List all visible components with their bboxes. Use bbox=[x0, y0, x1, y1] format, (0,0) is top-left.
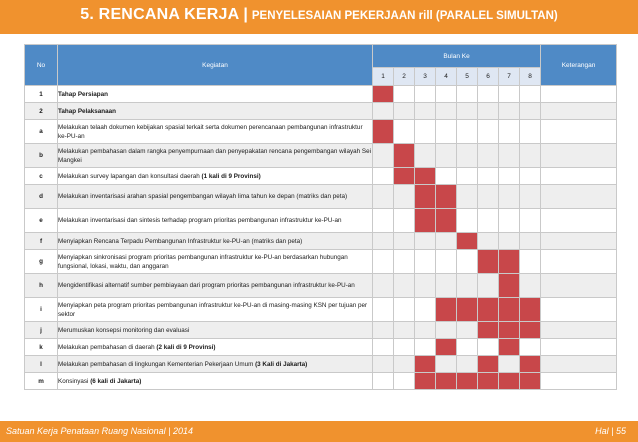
activity-cell bbox=[58, 209, 373, 233]
activity-cell bbox=[58, 233, 373, 250]
schedule-cell-active bbox=[436, 209, 457, 233]
schedule-cell bbox=[478, 209, 499, 233]
month-header: 2 bbox=[394, 68, 415, 86]
schedule-cell bbox=[499, 168, 520, 185]
table-row bbox=[25, 168, 617, 185]
schedule-cell bbox=[478, 274, 499, 298]
activity-cell bbox=[58, 120, 373, 144]
schedule-cell bbox=[478, 120, 499, 144]
table-row bbox=[25, 185, 617, 209]
schedule-cell-active bbox=[457, 233, 478, 250]
table-body bbox=[25, 86, 617, 390]
table-row bbox=[25, 373, 617, 390]
schedule-cell bbox=[499, 103, 520, 120]
schedule-cell-active bbox=[436, 298, 457, 322]
schedule-cell-active bbox=[436, 339, 457, 356]
activity-text: Menyiapkan peta program prioritas pembangunan infrastruktur ke-PU-an di masing-masing KSN per tujuan per sektor bbox=[58, 301, 368, 318]
keterangan-cell bbox=[541, 103, 617, 120]
keterangan-cell bbox=[541, 274, 617, 298]
schedule-cell bbox=[520, 209, 541, 233]
activity-text: Melakukan pembahasan di lingkungan Kementerian Pekerjaan Umum bbox=[58, 360, 256, 368]
schedule-cell bbox=[415, 144, 436, 168]
header-bulan: Bulan Ke bbox=[373, 45, 541, 68]
activity-cell bbox=[58, 144, 373, 168]
row-number: i bbox=[25, 298, 58, 322]
month-header: 7 bbox=[499, 68, 520, 86]
schedule-cell bbox=[373, 274, 394, 298]
schedule-cell bbox=[373, 168, 394, 185]
schedule-cell-active bbox=[499, 250, 520, 274]
schedule-cell bbox=[436, 274, 457, 298]
keterangan-cell bbox=[541, 373, 617, 390]
schedule-cell-active bbox=[520, 356, 541, 373]
row-number: 2 bbox=[25, 103, 58, 120]
row-number: f bbox=[25, 233, 58, 250]
table-row bbox=[25, 103, 617, 120]
schedule-cell bbox=[394, 86, 415, 103]
activity-text: Merumuskan konsepsi monitoring dan evaluasi bbox=[58, 326, 190, 334]
schedule-cell bbox=[394, 250, 415, 274]
activity-text-bold: (1 kali di 9 Provinsi) bbox=[201, 172, 261, 180]
schedule-cell-active bbox=[415, 185, 436, 209]
schedule-cell bbox=[373, 339, 394, 356]
schedule-cell bbox=[394, 103, 415, 120]
schedule-cell-active bbox=[415, 168, 436, 185]
table-row bbox=[25, 86, 617, 103]
activity-cell bbox=[58, 298, 373, 322]
schedule-cell bbox=[394, 120, 415, 144]
title-subtitle: PENYELESAIAN PEKERJAAN rill (PARALEL SIMULTAN) bbox=[251, 10, 558, 22]
keterangan-cell bbox=[541, 298, 617, 322]
activity-cell bbox=[58, 103, 373, 120]
schedule-cell-active bbox=[520, 373, 541, 390]
activity-cell bbox=[58, 322, 373, 339]
month-header: 4 bbox=[436, 68, 457, 86]
schedule-cell bbox=[457, 185, 478, 209]
schedule-cell bbox=[436, 356, 457, 373]
schedule-cell bbox=[499, 356, 520, 373]
schedule-cell bbox=[520, 274, 541, 298]
schedule-cell bbox=[436, 322, 457, 339]
schedule-cell bbox=[415, 250, 436, 274]
schedule-cell bbox=[394, 233, 415, 250]
schedule-cell bbox=[478, 233, 499, 250]
schedule-cell-active bbox=[478, 250, 499, 274]
schedule-cell bbox=[478, 144, 499, 168]
schedule-cell bbox=[520, 339, 541, 356]
schedule-cell bbox=[436, 250, 457, 274]
schedule-cell bbox=[415, 120, 436, 144]
schedule-cell bbox=[520, 233, 541, 250]
row-number: l bbox=[25, 356, 58, 373]
activity-text: Melakukan inventarisasi arahan spasial pengembangan wilayah lima tahun ke depan (matriks dan peta) bbox=[58, 193, 348, 200]
schedule-cell-active bbox=[457, 298, 478, 322]
schedule-cell bbox=[394, 274, 415, 298]
schedule-cell bbox=[373, 250, 394, 274]
month-header: 3 bbox=[415, 68, 436, 86]
activity-cell bbox=[58, 356, 373, 373]
schedule-cell-active bbox=[415, 209, 436, 233]
keterangan-cell bbox=[541, 185, 617, 209]
table-row bbox=[25, 120, 617, 144]
header-kegiatan: Kegiatan bbox=[58, 45, 373, 86]
table-row bbox=[25, 298, 617, 322]
schedule-cell-active bbox=[478, 298, 499, 322]
row-number: d bbox=[25, 185, 58, 209]
page-title bbox=[0, 6, 638, 24]
schedule-cell bbox=[436, 168, 457, 185]
table-row bbox=[25, 339, 617, 356]
schedule-cell bbox=[499, 185, 520, 209]
table-row bbox=[25, 250, 617, 274]
schedule-cell-active bbox=[415, 373, 436, 390]
schedule-cell-active bbox=[394, 144, 415, 168]
schedule-cell bbox=[478, 86, 499, 103]
activity-text-bold: (6 kali di Jakarta) bbox=[90, 377, 142, 385]
activity-text: Menyiapkan sinkronisasi program prioritas pembangunan infrastruktur ke-PU-an berdasarkan hubungan fungsional, lokasi, waktu, dan anggaran bbox=[58, 253, 348, 270]
header-keterangan: Keterangan bbox=[541, 45, 617, 86]
keterangan-cell bbox=[541, 209, 617, 233]
row-number: m bbox=[25, 373, 58, 390]
schedule-cell bbox=[478, 339, 499, 356]
schedule-cell bbox=[457, 120, 478, 144]
schedule-cell bbox=[520, 185, 541, 209]
keterangan-cell bbox=[541, 356, 617, 373]
keterangan-cell bbox=[541, 233, 617, 250]
activity-cell bbox=[58, 168, 373, 185]
header-no: No bbox=[25, 45, 58, 86]
schedule-cell-active bbox=[457, 373, 478, 390]
schedule-cell bbox=[457, 250, 478, 274]
activity-cell bbox=[58, 250, 373, 274]
schedule-cell bbox=[373, 209, 394, 233]
schedule-cell bbox=[373, 373, 394, 390]
activity-cell bbox=[58, 373, 373, 390]
schedule-cell-active bbox=[478, 322, 499, 339]
keterangan-cell bbox=[541, 339, 617, 356]
schedule-cell bbox=[520, 103, 541, 120]
schedule-cell bbox=[415, 233, 436, 250]
schedule-cell bbox=[394, 185, 415, 209]
schedule-cell-active bbox=[373, 86, 394, 103]
schedule-cell bbox=[373, 185, 394, 209]
schedule-cell bbox=[373, 233, 394, 250]
schedule-cell bbox=[415, 322, 436, 339]
schedule-cell-active bbox=[520, 298, 541, 322]
schedule-cell bbox=[499, 233, 520, 250]
table-row bbox=[25, 274, 617, 298]
activity-text: Melakukan telaah dokumen kebijakan spasial terkait serta dokumen perencanaan pembangunan infrastruktur ke-PU-an bbox=[58, 123, 363, 140]
month-header: 1 bbox=[373, 68, 394, 86]
month-header: 5 bbox=[457, 68, 478, 86]
schedule-cell bbox=[373, 356, 394, 373]
activity-text-bold: Tahap Persiapan bbox=[58, 90, 108, 98]
schedule-cell bbox=[415, 298, 436, 322]
schedule-cell-active bbox=[436, 373, 457, 390]
schedule-cell bbox=[457, 103, 478, 120]
schedule-cell bbox=[394, 322, 415, 339]
schedule-cell bbox=[394, 298, 415, 322]
activity-cell bbox=[58, 339, 373, 356]
schedule-cell bbox=[436, 233, 457, 250]
schedule-cell bbox=[457, 356, 478, 373]
table-row bbox=[25, 233, 617, 250]
schedule-cell bbox=[394, 209, 415, 233]
activity-text: Melakukan pembahasan dalam rangka penyempurnaan dan penyepakatan rencana pengembangan wilayah Sei Mangkei bbox=[58, 147, 371, 164]
row-number: h bbox=[25, 274, 58, 298]
title-separator: | bbox=[243, 6, 248, 23]
month-header: 8 bbox=[520, 68, 541, 86]
schedule-cell bbox=[415, 86, 436, 103]
schedule-cell bbox=[457, 86, 478, 103]
schedule-cell-active bbox=[499, 339, 520, 356]
schedule-cell bbox=[520, 120, 541, 144]
row-number: c bbox=[25, 168, 58, 185]
schedule-cell-active bbox=[478, 373, 499, 390]
table-row bbox=[25, 209, 617, 233]
schedule-cell-active bbox=[520, 322, 541, 339]
schedule-cell bbox=[520, 250, 541, 274]
schedule-cell bbox=[415, 103, 436, 120]
schedule-cell bbox=[373, 322, 394, 339]
keterangan-cell bbox=[541, 144, 617, 168]
schedule-cell bbox=[457, 322, 478, 339]
schedule-cell bbox=[436, 120, 457, 144]
activity-text: Mengidentifikasi alternatif sumber pembiayaan dari program prioritas pembangunan infrastruktur ke-PU-an bbox=[58, 282, 355, 289]
schedule-cell-active bbox=[394, 168, 415, 185]
schedule-cell bbox=[436, 144, 457, 168]
activity-text: Melakukan pembahasan di daerah bbox=[58, 343, 157, 351]
schedule-cell bbox=[499, 209, 520, 233]
table-row bbox=[25, 356, 617, 373]
schedule-cell-active bbox=[499, 373, 520, 390]
schedule-cell bbox=[415, 274, 436, 298]
schedule-cell bbox=[373, 103, 394, 120]
schedule-cell-active bbox=[373, 120, 394, 144]
schedule-cell-active bbox=[478, 356, 499, 373]
activity-text: Menyiapkan Rencana Terpadu Pembangunan Infrastruktur ke-PU-an (matriks dan peta) bbox=[58, 237, 303, 245]
keterangan-cell bbox=[541, 120, 617, 144]
schedule-cell bbox=[394, 339, 415, 356]
work-plan-table bbox=[24, 44, 617, 390]
schedule-cell bbox=[520, 168, 541, 185]
schedule-cell bbox=[436, 103, 457, 120]
schedule-cell bbox=[457, 168, 478, 185]
row-number: e bbox=[25, 209, 58, 233]
schedule-cell bbox=[457, 339, 478, 356]
schedule-cell bbox=[373, 298, 394, 322]
schedule-cell bbox=[478, 185, 499, 209]
keterangan-cell bbox=[541, 86, 617, 103]
schedule-cell-active bbox=[499, 274, 520, 298]
schedule-cell bbox=[499, 144, 520, 168]
table-row bbox=[25, 322, 617, 339]
schedule-cell bbox=[457, 144, 478, 168]
activity-cell bbox=[58, 86, 373, 103]
schedule-cell bbox=[478, 103, 499, 120]
schedule-cell bbox=[478, 168, 499, 185]
activity-text: Melakukan survey lapangan dan konsultasi daerah bbox=[58, 172, 202, 180]
month-header: 6 bbox=[478, 68, 499, 86]
row-number: 1 bbox=[25, 86, 58, 103]
keterangan-cell bbox=[541, 250, 617, 274]
schedule-cell bbox=[436, 86, 457, 103]
schedule-cell-active bbox=[499, 298, 520, 322]
activity-text-bold: (2 kali di 9 Provinsi) bbox=[156, 343, 216, 351]
activity-text-bold: (3 Kali di Jakarta) bbox=[255, 360, 308, 368]
schedule-cell bbox=[394, 356, 415, 373]
table-row bbox=[25, 144, 617, 168]
schedule-cell-active bbox=[436, 185, 457, 209]
schedule-cell bbox=[394, 373, 415, 390]
activity-text: Melakukan inventarisasi dan sintesis terhadap program prioritas pembangunan infrastruktur ke-PU-an bbox=[58, 217, 342, 224]
activity-text: Konsinyasi bbox=[58, 377, 91, 385]
activity-cell bbox=[58, 274, 373, 298]
schedule-cell bbox=[499, 86, 520, 103]
schedule-cell bbox=[520, 86, 541, 103]
schedule-cell bbox=[457, 209, 478, 233]
keterangan-cell bbox=[541, 168, 617, 185]
schedule-cell-active bbox=[415, 356, 436, 373]
activity-cell bbox=[58, 185, 373, 209]
schedule-cell bbox=[415, 339, 436, 356]
keterangan-cell bbox=[541, 322, 617, 339]
row-number: g bbox=[25, 250, 58, 274]
activity-text-bold: Tahap Pelaksanaan bbox=[58, 107, 116, 115]
row-number: b bbox=[25, 144, 58, 168]
page-number: Hal | 55 bbox=[595, 426, 626, 436]
footer-bar bbox=[0, 421, 638, 442]
schedule-cell-active bbox=[499, 322, 520, 339]
schedule-cell bbox=[457, 274, 478, 298]
footer-org: Satuan Kerja Penataan Ruang Nasional | 2014 bbox=[6, 426, 193, 436]
schedule-cell bbox=[499, 120, 520, 144]
row-number: j bbox=[25, 322, 58, 339]
row-number: k bbox=[25, 339, 58, 356]
schedule-cell bbox=[373, 144, 394, 168]
title-main: 5. RENCANA KERJA bbox=[80, 6, 240, 23]
schedule-cell bbox=[520, 144, 541, 168]
row-number: a bbox=[25, 120, 58, 144]
